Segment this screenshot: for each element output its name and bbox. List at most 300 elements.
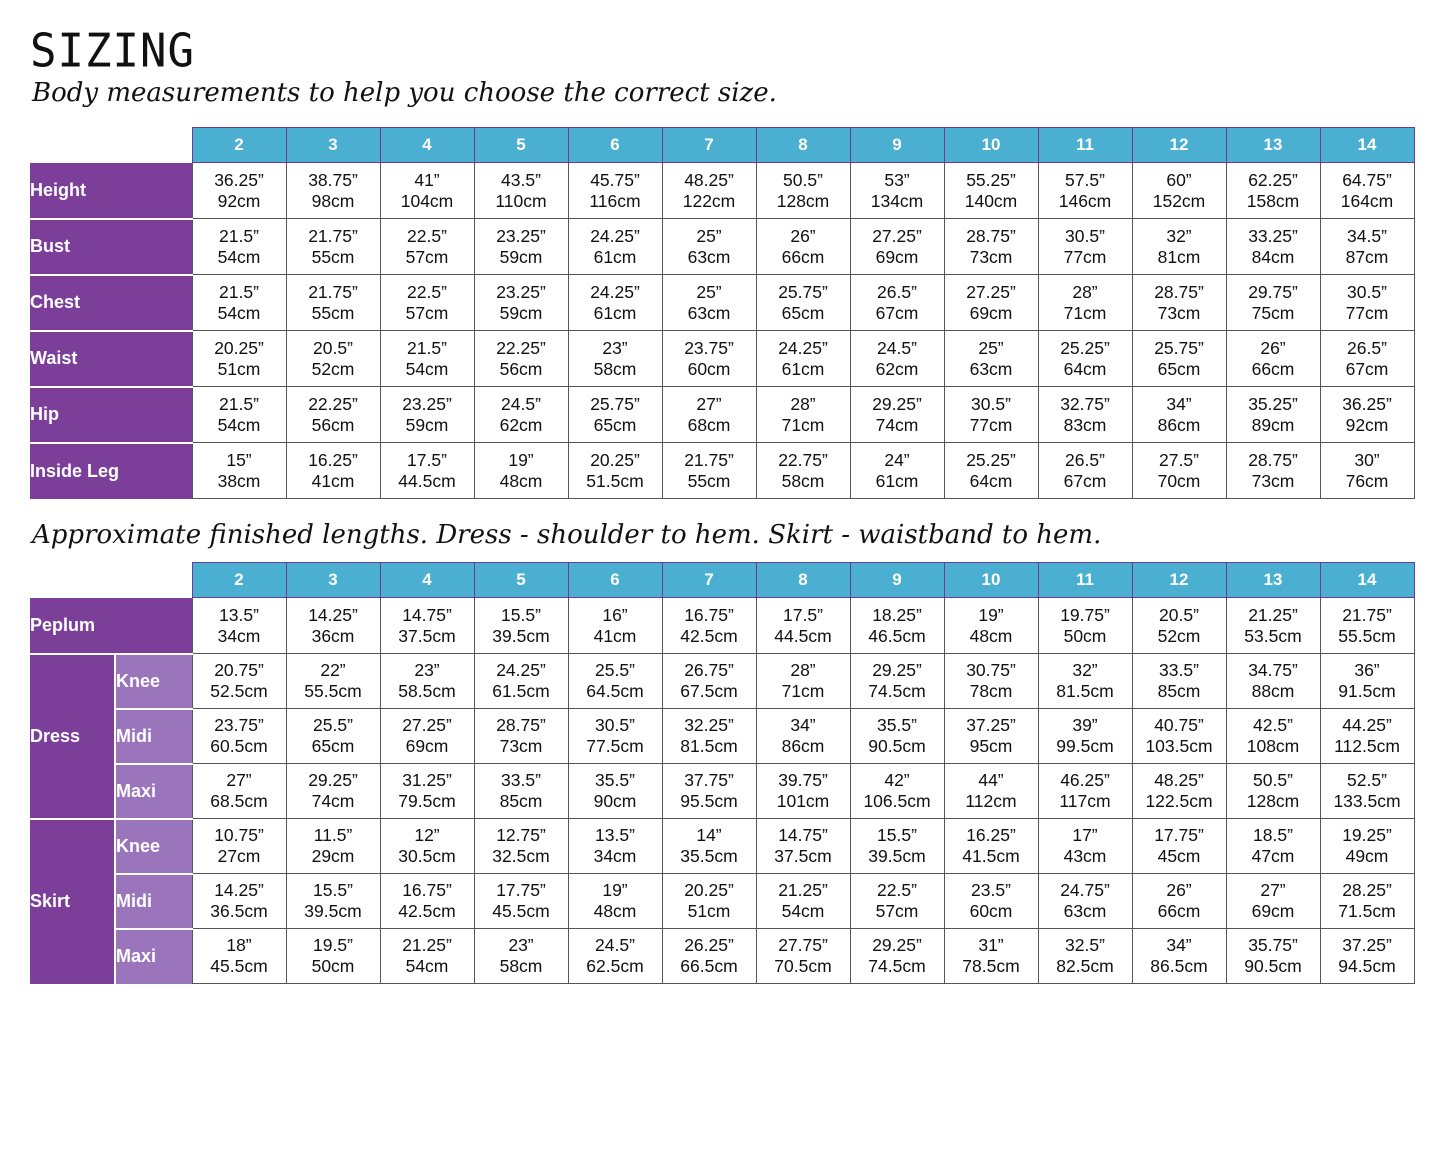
size-header-cell: 7 (662, 563, 756, 598)
inches-value: 22.75” (778, 449, 828, 470)
inches-value: 44” (978, 770, 1004, 790)
measurement-cell (850, 654, 944, 709)
size-header-cell: 6 (568, 563, 662, 598)
cm-value: 61cm (593, 246, 637, 267)
cm-value: 77cm (1345, 302, 1389, 323)
cm-value: 51cm (687, 901, 731, 921)
table-row (30, 654, 1414, 709)
measurement-cell (1038, 598, 1132, 654)
cm-value: 54cm (217, 414, 261, 435)
measurement-cell (1132, 219, 1226, 275)
cm-value: 83cm (1063, 414, 1107, 435)
measurement-cell (1226, 819, 1320, 874)
row-label: Chest (30, 275, 192, 331)
cm-value: 48cm (969, 625, 1013, 646)
measurement-cell (286, 709, 380, 764)
cm-value: 158cm (1246, 190, 1300, 211)
cm-value: 59cm (499, 246, 543, 267)
cm-value: 54cm (217, 302, 261, 323)
measurement-cell (1038, 929, 1132, 984)
inches-value: 20.25” (214, 337, 264, 358)
measurement-cell (380, 331, 474, 387)
inches-value: 41” (414, 169, 440, 190)
inches-value: 28.75” (1154, 281, 1204, 302)
cm-value: 73cm (1251, 470, 1295, 491)
measurement-cell (380, 219, 474, 275)
inches-value: 28” (790, 393, 816, 414)
cm-value: 52cm (1157, 625, 1201, 646)
inches-value: 22.5” (877, 880, 917, 900)
inches-value: 20.25” (684, 880, 734, 900)
measurement-cell (1320, 874, 1414, 929)
inches-value: 24.5” (877, 337, 917, 358)
cm-value: 59cm (405, 414, 449, 435)
inches-value: 27” (1260, 880, 1286, 900)
measurement-cell (756, 275, 850, 331)
inches-value: 20.75” (214, 660, 264, 680)
cm-value: 50cm (311, 956, 355, 976)
inches-value: 30” (1354, 449, 1380, 470)
inches-value: 25” (696, 225, 722, 246)
cm-value: 73cm (499, 736, 543, 756)
table-row (30, 331, 1414, 387)
measurement-cell (474, 819, 568, 874)
inches-value: 26” (790, 225, 816, 246)
cm-value: 63cm (969, 358, 1013, 379)
inches-value: 18” (226, 935, 252, 955)
inches-value: 22.5” (407, 225, 447, 246)
measurement-cell (474, 654, 568, 709)
cm-value: 51cm (217, 358, 261, 379)
measurement-cell (474, 275, 568, 331)
measurement-cell (474, 163, 568, 219)
inches-value: 22.25” (496, 337, 546, 358)
cm-value: 101cm (776, 791, 830, 811)
inches-value: 23” (508, 935, 534, 955)
measurement-cell (1320, 709, 1414, 764)
inches-value: 13.5” (219, 604, 259, 625)
cm-value: 122cm (682, 190, 736, 211)
measurement-cell (192, 219, 286, 275)
measurement-cell (192, 275, 286, 331)
measurement-cell (850, 275, 944, 331)
inches-value: 19” (602, 880, 628, 900)
inches-value: 23.75” (214, 715, 264, 735)
inches-value: 12.75” (496, 825, 546, 845)
inches-value: 37.75” (684, 770, 734, 790)
cm-value: 60cm (969, 901, 1013, 921)
table-row (30, 598, 1414, 654)
inches-value: 34.75” (1248, 660, 1298, 680)
measurement-cell (192, 654, 286, 709)
inches-value: 36” (1354, 660, 1380, 680)
inches-value: 26.5” (877, 281, 917, 302)
cm-value: 58cm (499, 956, 543, 976)
cm-value: 70.5cm (774, 956, 832, 976)
measurement-cell (944, 929, 1038, 984)
measurement-cell (380, 387, 474, 443)
inches-value: 31.25” (402, 770, 452, 790)
inches-value: 24.5” (595, 935, 635, 955)
measurement-cell (1226, 929, 1320, 984)
cm-value: 65cm (311, 736, 355, 756)
row-label: Height (30, 163, 192, 219)
cm-value: 65cm (1157, 358, 1201, 379)
measurement-cell (662, 443, 756, 499)
cm-value: 63cm (687, 246, 731, 267)
inches-value: 62.25” (1248, 169, 1298, 190)
cm-value: 78cm (969, 681, 1013, 701)
cm-value: 164cm (1340, 190, 1394, 211)
measurement-cell (1038, 764, 1132, 819)
cm-value: 74.5cm (868, 956, 926, 976)
measurement-cell (1132, 443, 1226, 499)
table-row (30, 709, 1414, 764)
inches-value: 27.5” (1159, 449, 1199, 470)
group-label: Dress (30, 654, 115, 819)
size-header-cell: 3 (286, 128, 380, 163)
inches-value: 52.5” (1347, 770, 1387, 790)
cm-value: 56cm (499, 358, 543, 379)
measurement-cell (1320, 654, 1414, 709)
size-header-cell: 9 (850, 563, 944, 598)
inches-value: 34” (1166, 935, 1192, 955)
inches-value: 17.5” (407, 449, 447, 470)
cm-value: 71cm (781, 681, 825, 701)
inches-value: 16” (602, 604, 628, 625)
measurement-cell (1038, 275, 1132, 331)
cm-value: 63cm (1063, 901, 1107, 921)
cm-value: 61cm (781, 358, 825, 379)
measurement-cell (1320, 387, 1414, 443)
measurement-cell (568, 598, 662, 654)
inches-value: 23” (602, 337, 628, 358)
inches-value: 37.25” (1342, 935, 1392, 955)
measurement-cell (568, 654, 662, 709)
measurement-cell (662, 598, 756, 654)
measurement-cell (474, 764, 568, 819)
inches-value: 21.25” (778, 880, 828, 900)
measurement-cell (944, 387, 1038, 443)
inches-value: 20.5” (1159, 604, 1199, 625)
cm-value: 58cm (781, 470, 825, 491)
inches-value: 26.5” (1065, 449, 1105, 470)
inches-value: 15.5” (877, 825, 917, 845)
size-header-cell: 14 (1320, 128, 1414, 163)
cm-value: 116cm (589, 190, 641, 211)
inches-value: 30.5” (1347, 281, 1387, 302)
measurement-cell (1132, 163, 1226, 219)
cm-value: 54cm (217, 246, 261, 267)
cm-value: 86cm (781, 736, 825, 756)
measurement-cell (1320, 443, 1414, 499)
measurement-cell (474, 874, 568, 929)
measurement-cell (380, 654, 474, 709)
inches-value: 18.25” (872, 604, 922, 625)
row-label: Peplum (30, 598, 192, 654)
sub-row-label: Knee (115, 654, 192, 709)
inches-value: 19.75” (1060, 604, 1110, 625)
size-header-row (30, 563, 1414, 598)
measurement-cell (850, 163, 944, 219)
measurement-cell (1226, 331, 1320, 387)
cm-value: 67cm (1345, 358, 1389, 379)
finished-lengths-subtitle: Approximate finished lengths. Dress - shoulder to hem. Skirt - waistband to hem. (32, 520, 1102, 550)
inches-value: 28.75” (966, 225, 1016, 246)
measurement-cell (1226, 764, 1320, 819)
inches-value: 14” (696, 825, 722, 845)
cm-value: 55cm (311, 302, 355, 323)
size-header-cell: 8 (756, 128, 850, 163)
inches-value: 29.25” (872, 935, 922, 955)
inches-value: 35.75” (1248, 935, 1298, 955)
measurement-cell (662, 929, 756, 984)
cm-value: 81.5cm (680, 736, 738, 756)
inches-value: 23” (414, 660, 440, 680)
cm-value: 67cm (875, 302, 919, 323)
cm-value: 73cm (969, 246, 1013, 267)
inches-value: 38.75” (308, 169, 358, 190)
measurement-cell (850, 219, 944, 275)
inches-value: 21.25” (1248, 604, 1298, 625)
cm-value: 85cm (499, 791, 543, 811)
measurement-cell (662, 219, 756, 275)
cm-value: 61cm (593, 302, 637, 323)
inches-value: 43.5” (501, 169, 541, 190)
measurement-cell (1320, 819, 1414, 874)
measurement-cell (192, 819, 286, 874)
cm-value: 112.5cm (1334, 736, 1400, 756)
inches-value: 28.75” (496, 715, 546, 735)
measurement-cell (1226, 598, 1320, 654)
measurement-cell (1038, 387, 1132, 443)
measurement-cell (192, 929, 286, 984)
measurement-cell (568, 387, 662, 443)
cm-value: 42.5cm (398, 901, 456, 921)
measurement-cell (474, 443, 568, 499)
cm-value: 89cm (1251, 414, 1295, 435)
cm-value: 65cm (593, 414, 637, 435)
cm-value: 54cm (781, 901, 825, 921)
cm-value: 66cm (1251, 358, 1295, 379)
measurement-cell (286, 163, 380, 219)
measurement-cell (192, 443, 286, 499)
cm-value: 117cm (1059, 791, 1111, 811)
measurement-cell (756, 387, 850, 443)
measurement-cell (568, 443, 662, 499)
cm-value: 106.5cm (863, 791, 931, 811)
inches-value: 21.5” (407, 337, 447, 358)
measurement-cell (474, 598, 568, 654)
size-header-cell: 4 (380, 128, 474, 163)
cm-value: 71cm (1063, 302, 1107, 323)
cm-value: 128cm (1246, 791, 1300, 811)
cm-value: 78.5cm (962, 956, 1020, 976)
inches-value: 29.25” (872, 660, 922, 680)
cm-value: 61.5cm (492, 681, 550, 701)
cm-value: 95.5cm (680, 791, 738, 811)
cm-value: 69cm (969, 302, 1013, 323)
cm-value: 37.5cm (774, 846, 832, 866)
cm-value: 64cm (1063, 358, 1107, 379)
measurement-cell (662, 874, 756, 929)
cm-value: 39.5cm (492, 625, 550, 646)
header-corner (30, 563, 192, 598)
cm-value: 54cm (405, 358, 449, 379)
measurement-cell (568, 709, 662, 764)
measurement-cell (662, 764, 756, 819)
header-corner (30, 128, 192, 163)
cm-value: 92cm (217, 190, 261, 211)
inches-value: 37.25” (966, 715, 1016, 735)
cm-value: 41cm (311, 470, 355, 491)
inches-value: 44.25” (1342, 715, 1392, 735)
measurement-cell (568, 331, 662, 387)
measurement-cell (850, 874, 944, 929)
cm-value: 44.5cm (774, 625, 832, 646)
cm-value: 48cm (499, 470, 543, 491)
inches-value: 27” (226, 770, 252, 790)
measurement-cell (1320, 163, 1414, 219)
measurement-cell (756, 654, 850, 709)
inches-value: 12” (414, 825, 440, 845)
measurement-cell (1038, 874, 1132, 929)
cm-value: 90.5cm (868, 736, 926, 756)
group-label: Skirt (30, 819, 115, 984)
cm-value: 27cm (217, 846, 261, 866)
cm-value: 65cm (781, 302, 825, 323)
inches-value: 25.25” (966, 449, 1016, 470)
inches-value: 29.25” (308, 770, 358, 790)
cm-value: 66.5cm (680, 956, 738, 976)
cm-value: 45.5cm (210, 956, 268, 976)
inches-value: 21.25” (402, 935, 452, 955)
measurement-cell (568, 874, 662, 929)
cm-value: 39.5cm (868, 846, 926, 866)
measurement-cell (850, 331, 944, 387)
inches-value: 33.5” (501, 770, 541, 790)
measurement-cell (662, 331, 756, 387)
inches-value: 34” (790, 715, 816, 735)
inches-value: 13.5” (595, 825, 635, 845)
cm-value: 71.5cm (1338, 901, 1396, 921)
cm-value: 52.5cm (210, 681, 268, 701)
size-header-cell: 5 (474, 128, 568, 163)
measurement-cell (1132, 929, 1226, 984)
measurement-cell (568, 163, 662, 219)
table-row (30, 764, 1414, 819)
inches-value: 15.5” (501, 604, 541, 625)
cm-value: 51.5cm (586, 470, 644, 491)
inches-value: 23.25” (496, 225, 546, 246)
inches-value: 23.5” (971, 880, 1011, 900)
size-header-cell: 8 (756, 563, 850, 598)
measurement-cell (1226, 654, 1320, 709)
cm-value: 99.5cm (1056, 736, 1114, 756)
finished-lengths-table (30, 562, 1415, 984)
inches-value: 24” (884, 449, 910, 470)
measurement-cell (1132, 874, 1226, 929)
inches-value: 24.25” (496, 660, 546, 680)
cm-value: 43cm (1063, 846, 1107, 866)
cm-value: 57cm (875, 901, 919, 921)
cm-value: 41cm (593, 625, 637, 646)
cm-value: 62cm (499, 414, 543, 435)
measurement-cell (1320, 331, 1414, 387)
measurement-cell (1320, 275, 1414, 331)
cm-value: 77.5cm (586, 736, 644, 756)
cm-value: 104cm (400, 190, 454, 211)
cm-value: 37.5cm (398, 625, 456, 646)
inches-value: 14.75” (778, 825, 828, 845)
measurement-cell (850, 443, 944, 499)
measurement-cell (944, 331, 1038, 387)
inches-value: 32.75” (1060, 393, 1110, 414)
cm-value: 91.5cm (1338, 681, 1396, 701)
cm-value: 42.5cm (680, 625, 738, 646)
cm-value: 103.5cm (1145, 736, 1213, 756)
measurement-cell (944, 219, 1038, 275)
size-header-cell: 4 (380, 563, 474, 598)
inches-value: 31” (978, 935, 1004, 955)
inches-value: 35.5” (595, 770, 635, 790)
cm-value: 81cm (1157, 246, 1201, 267)
size-header-cell: 5 (474, 563, 568, 598)
measurement-cell (1226, 219, 1320, 275)
measurement-cell (474, 331, 568, 387)
inches-value: 27” (696, 393, 722, 414)
inches-value: 25.75” (778, 281, 828, 302)
inches-value: 24.75” (1060, 880, 1110, 900)
measurement-cell (286, 654, 380, 709)
cm-value: 58.5cm (398, 681, 456, 701)
inches-value: 20.25” (590, 449, 640, 470)
inches-value: 39” (1072, 715, 1098, 735)
cm-value: 68cm (687, 414, 731, 435)
cm-value: 36.5cm (210, 901, 268, 921)
inches-value: 30.5” (595, 715, 635, 735)
inches-value: 26” (1166, 880, 1192, 900)
measurement-cell (756, 598, 850, 654)
cm-value: 61cm (875, 470, 919, 491)
inches-value: 33.25” (1248, 225, 1298, 246)
inches-value: 25.25” (1060, 337, 1110, 358)
cm-value: 66cm (781, 246, 825, 267)
inches-value: 21.75” (1342, 604, 1392, 625)
cm-value: 69cm (875, 246, 919, 267)
measurement-cell (756, 163, 850, 219)
inches-value: 57.5” (1065, 169, 1105, 190)
measurement-cell (1226, 387, 1320, 443)
sub-row-label: Midi (115, 709, 192, 764)
cm-value: 60.5cm (210, 736, 268, 756)
cm-value: 82.5cm (1056, 956, 1114, 976)
cm-value: 98cm (311, 190, 355, 211)
measurement-cell (756, 929, 850, 984)
inches-value: 60” (1166, 169, 1192, 190)
body-measurements-subtitle: Body measurements to help you choose the correct size. (32, 78, 777, 108)
size-header-cell: 3 (286, 563, 380, 598)
measurement-cell (850, 929, 944, 984)
measurement-cell (756, 443, 850, 499)
measurement-cell (568, 819, 662, 874)
measurement-cell (1132, 819, 1226, 874)
inches-value: 36.25” (1342, 393, 1392, 414)
inches-value: 48.25” (1154, 770, 1204, 790)
inches-value: 25” (978, 337, 1004, 358)
size-header-cell: 12 (1132, 128, 1226, 163)
measurement-cell (850, 387, 944, 443)
